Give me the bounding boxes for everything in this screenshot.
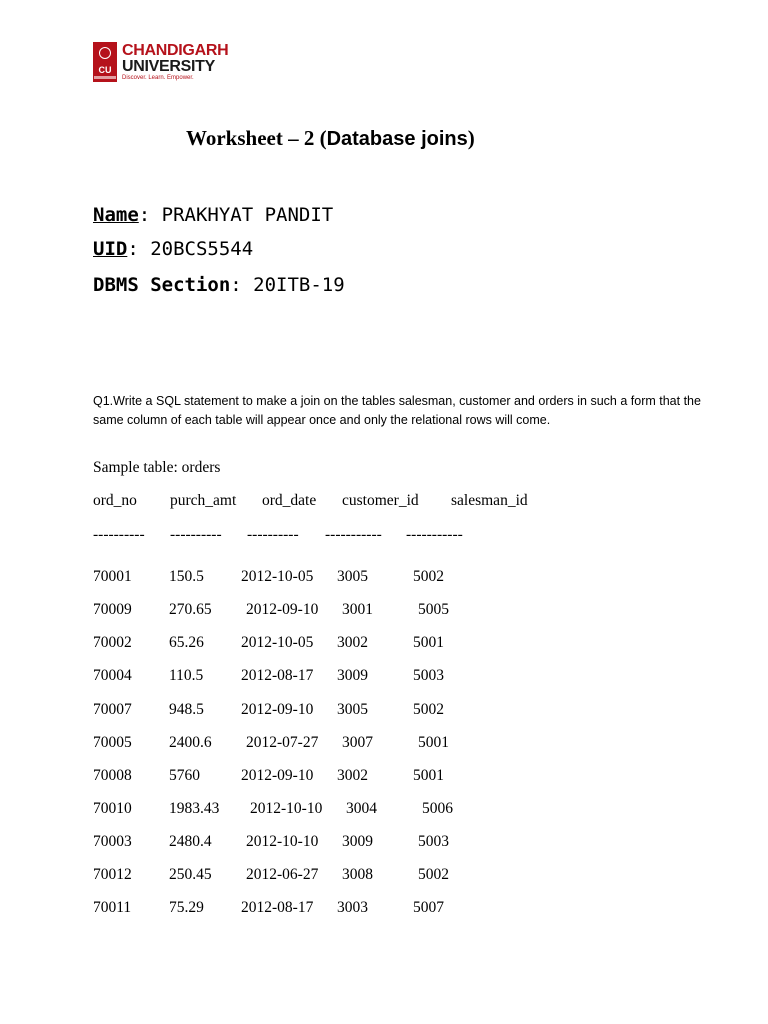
table-cell: 1983.43 — [169, 800, 220, 817]
table-cell: 70011 — [93, 899, 132, 916]
table-cell: 70012 — [93, 866, 132, 883]
table-cell: 250.45 — [169, 866, 212, 883]
table-cell: ----------- — [325, 526, 382, 543]
table-cell: 70010 — [93, 800, 132, 817]
logo-mark-text: CU — [98, 65, 112, 75]
table-cell: 3009 — [342, 833, 373, 850]
table-cell: 3009 — [337, 667, 368, 684]
table-cell: 70004 — [93, 667, 132, 684]
table-cell: ord_date — [262, 492, 317, 509]
table-cell: 2012-10-10 — [250, 800, 323, 817]
table-cell: 70002 — [93, 634, 132, 651]
worksheet-title — [186, 126, 475, 151]
table-cell: 270.65 — [169, 601, 212, 618]
section-field — [93, 274, 345, 296]
logo-tagline: Discover. Learn. Empower. — [122, 75, 194, 81]
table-cell: ---------- — [93, 526, 145, 543]
table-cell: 2012-09-10 — [241, 701, 314, 718]
table-cell: 3002 — [337, 634, 368, 651]
sample-table-title: Sample table: orders — [93, 459, 221, 476]
table-cell: 3001 — [342, 601, 373, 618]
table-cell: purch_amt — [170, 492, 237, 509]
table-cell: 2012-07-27 — [246, 734, 319, 751]
table-cell: 2012-10-10 — [246, 833, 319, 850]
table-cell: 5002 — [413, 701, 444, 718]
title-main: Worksheet – 2 ( — [186, 126, 327, 150]
table-cell: 5001 — [413, 767, 444, 784]
question-text: Q1.Write a SQL statement to make a join on the tables salesman, customer and orders in such a form that the same column of each table will appear once and only the relational rows will come. — [93, 394, 701, 427]
logo-emblem-icon — [93, 42, 117, 82]
table-cell: 2012-08-17 — [241, 899, 314, 916]
title-close: ) — [467, 126, 475, 150]
table-cell: 5001 — [418, 734, 449, 751]
table-cell: 70005 — [93, 734, 132, 751]
table-cell: 5002 — [413, 568, 444, 585]
table-cell: 70003 — [93, 833, 132, 850]
table-cell: 2012-09-10 — [246, 601, 319, 618]
table-cell: 150.5 — [169, 568, 204, 585]
table-cell: 3003 — [337, 899, 368, 916]
uid-field — [93, 238, 253, 260]
table-cell: 5003 — [413, 667, 444, 684]
name-field — [93, 204, 333, 226]
table-cell: 5002 — [418, 866, 449, 883]
table-cell: 2480.4 — [169, 833, 212, 850]
uid-value: : 20BCS5544 — [127, 238, 254, 260]
table-cell: 2012-10-05 — [241, 634, 314, 651]
table-cell: 5003 — [418, 833, 449, 850]
table-cell: 75.29 — [169, 899, 204, 916]
table-cell: 70008 — [93, 767, 132, 784]
logo-line1: CHANDIGARH — [122, 42, 229, 59]
name-value: : PRAKHYAT PANDIT — [138, 204, 334, 226]
table-cell: 5001 — [413, 634, 444, 651]
table-cell: 65.26 — [169, 634, 204, 651]
table-cell: 3005 — [337, 701, 368, 718]
table-cell: 3007 — [342, 734, 373, 751]
name-label: Name — [93, 204, 139, 226]
table-cell: 2400.6 — [169, 734, 212, 751]
table-cell: 70007 — [93, 701, 132, 718]
title-topic: Database joins — [326, 128, 468, 150]
table-cell: 948.5 — [169, 701, 204, 718]
table-cell: 110.5 — [169, 667, 204, 684]
university-logo — [93, 42, 229, 82]
table-cell: 2012-09-10 — [241, 767, 314, 784]
table-cell: 5005 — [418, 601, 449, 618]
table-cell: 5006 — [422, 800, 453, 817]
table-cell: 70001 — [93, 568, 132, 585]
table-cell: 70009 — [93, 601, 132, 618]
table-cell: 2012-08-17 — [241, 667, 314, 684]
table-cell: 2012-10-05 — [241, 568, 314, 585]
section-label: DBMS Section — [93, 274, 231, 296]
section-value: : 20ITB-19 — [230, 274, 345, 296]
table-cell: ---------- — [247, 526, 299, 543]
table-cell: 5760 — [169, 767, 200, 784]
table-cell: 3008 — [342, 866, 373, 883]
table-cell: 3004 — [346, 800, 377, 817]
table-cell: ord_no — [93, 492, 137, 509]
table-cell: ---------- — [170, 526, 222, 543]
table-cell: 3002 — [337, 767, 368, 784]
uid-label: UID — [93, 238, 128, 260]
table-cell: 2012-06-27 — [246, 866, 319, 883]
table-cell: salesman_id — [451, 492, 528, 509]
table-cell: 3005 — [337, 568, 368, 585]
table-cell: 5007 — [413, 899, 444, 916]
table-cell: customer_id — [342, 492, 419, 509]
table-cell: ----------- — [406, 526, 463, 543]
logo-line2: UNIVERSITY — [122, 58, 216, 75]
